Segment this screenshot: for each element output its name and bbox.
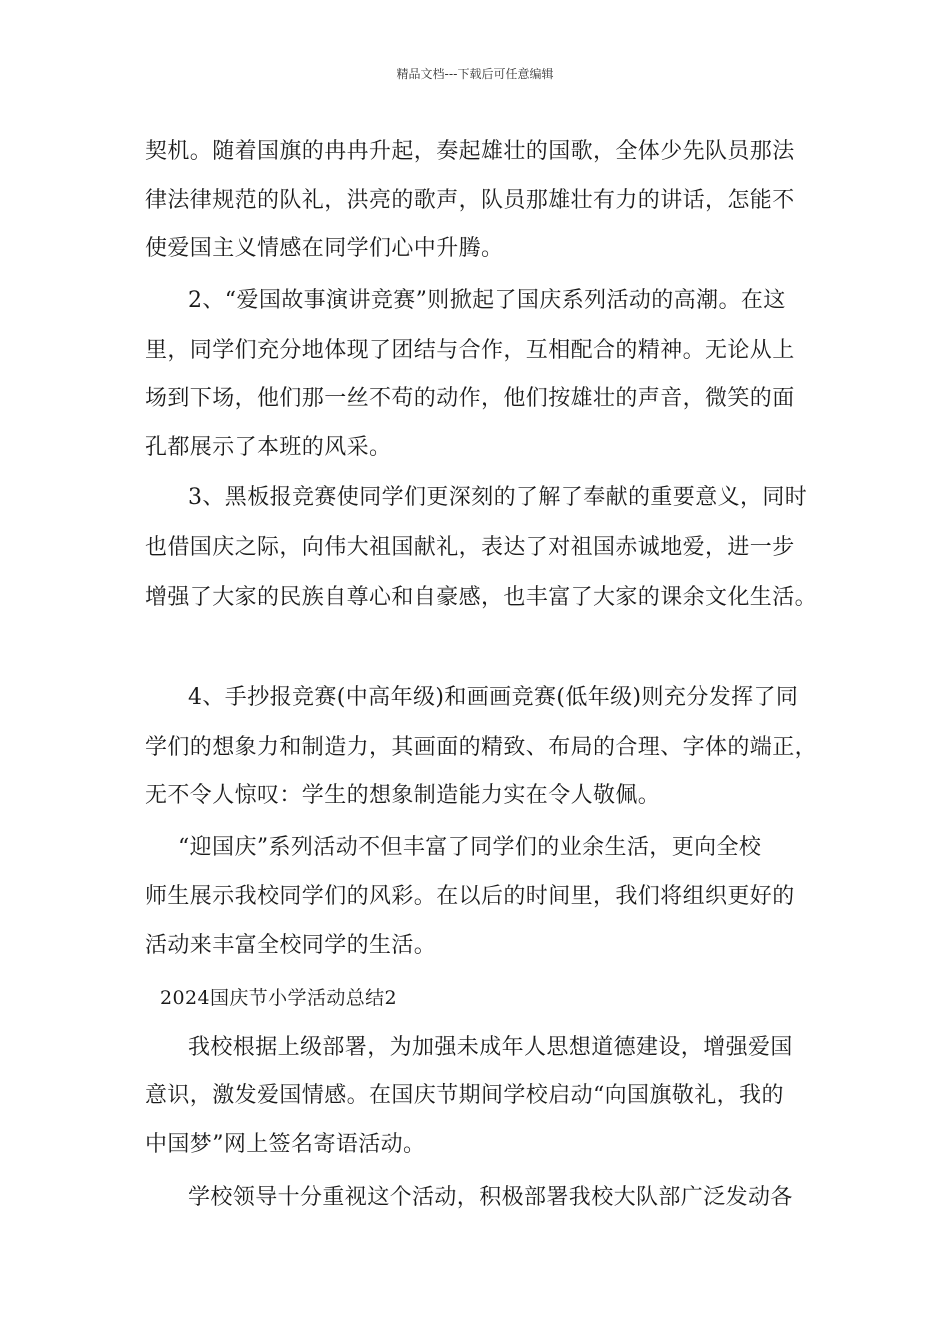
text-line: 无不令人惊叹：学生的想象制造能力实在令人敬佩。 <box>145 783 661 808</box>
text-line: 律法律规范的队礼，洪亮的歌声，队员那雄壮有力的讲话，怎能不 <box>145 188 795 213</box>
text-line: 学校领导十分重视这个活动，积极部署我校大队部广泛发动各 <box>188 1185 793 1210</box>
text-line: 里，同学们充分地体现了团结与合作，互相配合的精神。无论从上 <box>145 338 795 363</box>
text-line: 2、“爱国故事演讲竞赛”则掀起了国庆系列活动的高潮。在这 <box>188 288 786 313</box>
text-line: 场到下场，他们那一丝不苟的动作，他们按雄壮的声音，微笑的面 <box>145 386 795 411</box>
text-line: 师生展示我校同学们的风彩。在以后的时间里，我们将组织更好的 <box>145 884 795 909</box>
text-line: 增强了大家的民族自尊心和自豪感，也丰富了大家的课余文化生活。 <box>145 585 818 610</box>
section-heading: 2024国庆节小学活动总结2 <box>160 987 398 1009</box>
text-line: 活动来丰富全校同学的生活。 <box>145 933 437 958</box>
text-line: 我校根据上级部署，为加强未成年人思想道德建设，增强爱国 <box>188 1035 793 1060</box>
text-line: 3、黑板报竞赛使同学们更深刻的了解了奉献的重要意义，同时 <box>188 485 808 510</box>
text-line: 中国梦”网上签名寄语活动。 <box>145 1132 426 1157</box>
text-line: 4、手抄报竞赛(中高年级)和画画竞赛(低年级)则充分发挥了同 <box>188 685 799 710</box>
text-line: 使爱国主义情感在同学们心中升腾。 <box>145 236 504 261</box>
text-line: 意识，激发爱国情感。在国庆节期间学校启动“向国旗敬礼，我的 <box>145 1083 784 1108</box>
page-header: 精品文档---下载后可任意编辑 <box>396 67 554 81</box>
text-line: 契机。随着国旗的冉冉升起，奏起雄壮的国歌，全体少先队员那法 <box>145 139 795 164</box>
text-line: “迎国庆”系列活动不但丰富了同学们的业余生活，更向全校 <box>178 835 762 860</box>
text-line: 学们的想象力和制造力，其画面的精致、布局的合理、字体的端正， <box>145 735 818 760</box>
text-line: 也借国庆之际，向伟大祖国献礼，表达了对祖国赤诚地爱，进一步 <box>145 535 795 560</box>
text-line: 孔都展示了本班的风采。 <box>145 435 392 460</box>
